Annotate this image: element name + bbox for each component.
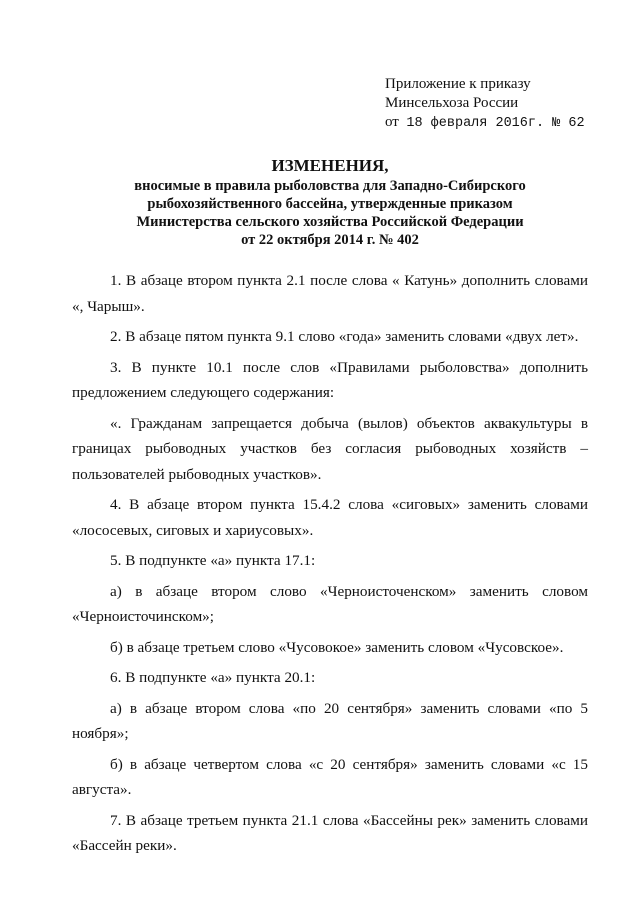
heading-line-1: вносимые в правила рыболовства для Западно-Сибирского xyxy=(134,178,526,194)
heading-title: ИЗМЕНЕНИЯ, xyxy=(271,156,389,175)
paragraph-1: 1. В абзаце втором пункта 2.1 после слова « Катунь» дополнить словами «, Чарыш». xyxy=(72,272,588,315)
appendix-date-number: 18 февраля 2016г. № 62 xyxy=(406,116,585,131)
paragraph-3-quote: «. Гражданам запрещается добыча (вылов) объектов аквакультуры в границах рыбоводных участков без согласия рыбоводных хозяйств – пользователей рыбоводных участков». xyxy=(72,414,588,483)
heading-line-4: от 22 октября 2014 г. № 402 xyxy=(241,232,419,248)
paragraph-6: 6. В подпункте «а» пункта 20.1: xyxy=(110,669,316,686)
paragraph-6-b: б) в абзаце четвертом слова «с 20 сентября» заменить словами «с 15 августа». xyxy=(72,755,588,798)
paragraph-5-a: а) в абзаце втором слово «Черноисточенском» заменить словом «Черноисточинском»; xyxy=(72,582,588,625)
appendix-reference xyxy=(385,75,585,133)
appendix-line-3 xyxy=(385,113,585,133)
paragraph-6-a: а) в абзаце втором слова «по 20 сентября» заменить словами «по 5 ноября»; xyxy=(72,699,588,742)
appendix-date-prefix: от xyxy=(385,114,399,130)
paragraph-4: 4. В абзаце втором пункта 15.4.2 слова «сиговых» заменить словами «лососевых, сиговых и хариусовых». xyxy=(72,496,588,539)
paragraph-5: 5. В подпункте «а» пункта 17.1: xyxy=(110,552,316,569)
paragraph-2: 2. В абзаце пятом пункта 9.1 слово «года» заменить словами «двух лет». xyxy=(110,328,579,345)
document-heading xyxy=(70,155,590,249)
paragraph-5-b: б) в абзаце третьем слово «Чусовокое» заменить словом «Чусовское». xyxy=(110,638,564,656)
document-body xyxy=(72,268,588,864)
heading-line-2: рыбохозяйственного бассейна, утвержденные приказом xyxy=(147,196,513,212)
appendix-line-1: Приложение к приказу xyxy=(385,76,531,92)
heading-line-3: Министерства сельского хозяйства Российской Федерации xyxy=(136,214,524,230)
appendix-line-2: Минсельхоза России xyxy=(385,95,519,111)
paragraph-7: 7. В абзаце третьем пункта 21.1 слова «Бассейны рек» заменить словами «Бассейн реки». xyxy=(72,811,588,854)
paragraph-3: 3. В пункте 10.1 после слов «Правилами рыболовства» дополнить предложением следующего содержания: xyxy=(72,358,588,401)
